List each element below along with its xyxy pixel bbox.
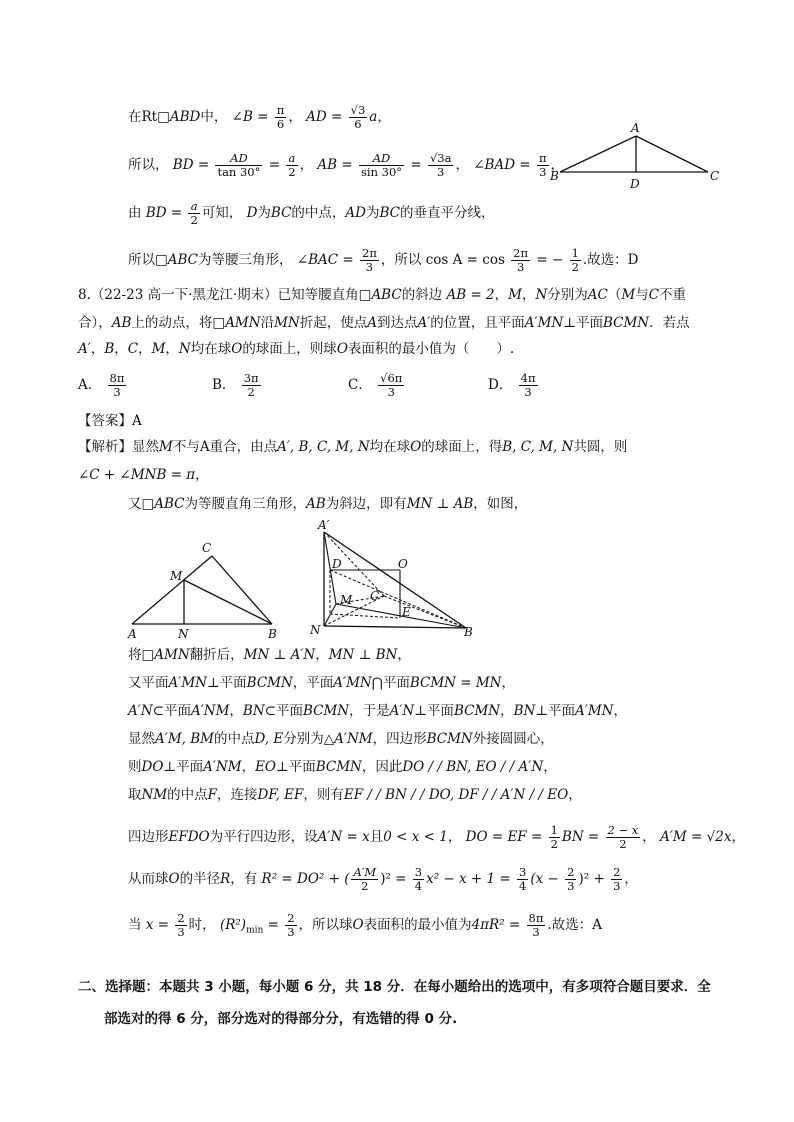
analysis-line9: 取NM的中点F，连接DF, EF，则有EF / / BN / / DO, DF / / A′N / / EO， xyxy=(128,787,582,803)
fraction: $\frac{AD}{\tan 30^\circ}$ xyxy=(217,151,261,179)
fraction: $\frac{a}{2}$ xyxy=(288,151,296,179)
segment-fe xyxy=(330,614,400,618)
label-m: M xyxy=(340,593,353,607)
label-d: D xyxy=(332,557,342,571)
analysis-line2: ∠C + ∠MNB = π， xyxy=(78,467,209,483)
analysis-line8: 则DO⊥平面A′NM，EO⊥平面BCMN，因此DO / / BN, EO / / A′N， xyxy=(128,759,557,775)
analysis-line10: 四边形EFDO为平行四边形，设A′N = x且0 < x < 1， DO = EF = $\frac{1}{2}$ BN = $\frac{2 - x}{2}$ ， A′M = √2x， xyxy=(128,823,745,851)
label-a: A xyxy=(631,121,640,135)
fraction: $\frac{1}{2}$ xyxy=(550,823,558,851)
fraction: $\frac{\pi}{6}$ xyxy=(276,103,285,131)
segment-mb xyxy=(184,580,272,624)
analysis-line3: 又□ABC为等腰直角三角形，AB为斜边，即有MN ⊥ AB，如图， xyxy=(128,496,528,512)
option-d: D． $\frac{4\pi}{3}$ xyxy=(488,371,536,399)
triangle-figure xyxy=(548,118,728,192)
fraction: $\frac{2 - x}{2}$ xyxy=(607,823,639,851)
edge-n-b xyxy=(324,626,466,628)
edge-ac xyxy=(636,136,708,172)
label-e: E xyxy=(402,605,411,619)
label-a-prime: A′ xyxy=(318,518,330,532)
label-c: C xyxy=(370,589,380,603)
analysis-line4: 将□AMN翻折后，MN ⊥ A′N，MN ⊥ BN， xyxy=(128,647,411,663)
fraction: $\frac{8\pi}{3}$ xyxy=(109,371,125,399)
label-b: B xyxy=(268,627,277,641)
analysis-line12: 当 x = $\frac{2}{3}$ 时， $(R^2)_{min}$ = $\frac{2}{3}$ ，所以球O表面积的最小值为4πR² = $\frac{8\pi}{3}$ .故选：A xyxy=(128,911,602,939)
edge-m-b xyxy=(336,604,466,628)
fraction: $\frac{√6\pi}{3}$ xyxy=(380,371,403,399)
edge-ac xyxy=(132,556,212,624)
label-c: C xyxy=(202,541,212,555)
edge-a1-b xyxy=(324,532,466,628)
fraction: $\frac{4\pi}{3}$ xyxy=(520,371,536,399)
option-b: B． $\frac{3\pi}{2}$ xyxy=(212,371,259,399)
section-2-heading: 二、选择题：本题共 3 小题，每小题 6 分，共 18 分．在每小题给出的选项中，有多项符合题目要求．全 xyxy=(78,979,711,995)
p7-line1: 在Rt□ABD中， ∠B = $\frac{\pi}{6}$ ， AD = $\frac{√3}{6}$ a， xyxy=(128,103,391,131)
analysis-line6: A′N⊂平面A′NM，BN⊂平面BCMN，于是A′N⊥平面BCMN，BN⊥平面A′MN， xyxy=(128,703,627,719)
fraction: $\frac{2}{3}$ xyxy=(177,911,185,939)
section-2-heading-cont: 部选对的得 6 分，部分选对的得部分分，有选错的得 0 分. xyxy=(104,1011,458,1027)
p7-line4: 所以□ABC为等腰三角形， ∠BAC = $\frac{2\pi}{3}$ ，所以 cos A = cos $\frac{2\pi}{3}$ = − $\frac{1}{2}$ .故选：D xyxy=(128,246,639,274)
label-m: M xyxy=(170,569,183,583)
right-triangle-figure xyxy=(120,538,290,642)
label-n: N xyxy=(310,623,321,637)
label-o: O xyxy=(398,557,408,571)
q8-line2: 合），AB上的动点，将□AMN沿MN折起，使点A到达点A′的位置，且平面A′MN⊥平面BCMN．若点 xyxy=(78,315,690,331)
fraction: $\frac{1}{2}$ xyxy=(571,246,579,274)
fraction: $\frac{a}{2}$ xyxy=(190,199,198,227)
fraction: $\frac{3\pi}{2}$ xyxy=(243,371,259,399)
q8-line1: 8.（22-23 高一下·黑龙江·期末）已知等腰直角□ABC的斜边 AB = 2，M，N分别为AC（M与C不重 xyxy=(78,287,687,303)
fraction: $\frac{AD}{\sin 30^\circ}$ xyxy=(361,151,403,179)
fraction: $\frac{3}{4}$ xyxy=(414,865,423,893)
fraction: $\frac{8\pi}{3}$ xyxy=(528,911,544,939)
fraction: $\frac{\pi}{3}$ xyxy=(538,151,547,179)
answer: 【答案】A xyxy=(78,413,142,429)
p7-line2: 所以， BD = $\frac{AD}{\tan 30^\circ}$ = $\frac{a}{2}$ ， AB = $\frac{AD}{\sin 30^\circ}$ = $\frac{√3a}{3}$ ， ∠BAD = $\frac{\pi}{3}$ ， xyxy=(128,151,565,179)
analysis-line1: 【解析】显然M不与A重合，由点A′, B, C, M, N均在球O的球面上，得B, C, M, N共圆，则 xyxy=(78,439,628,455)
folded-solid-figure xyxy=(304,514,484,640)
label-b: B xyxy=(550,169,559,183)
label-d: D xyxy=(630,177,640,191)
label-b: B xyxy=(464,625,473,639)
fraction: $\frac{3}{4}$ xyxy=(519,865,527,893)
fraction: $\frac{2}{3}$ xyxy=(287,911,295,939)
fraction: $\frac{A'M}{2}$ xyxy=(353,865,377,893)
option-a: A． $\frac{8\pi}{3}$ xyxy=(78,371,125,399)
fraction: $\frac{√3a}{3}$ xyxy=(429,151,452,179)
edge-cb xyxy=(212,556,272,624)
analysis-line7: 显然A′M, BM的中点D, E分别为△A′NM，四边形BCMN外接圆圆心， xyxy=(128,731,554,747)
fraction: $\frac{2\pi}{3}$ xyxy=(362,246,377,274)
label-n: N xyxy=(178,627,189,641)
edge-ab xyxy=(560,136,636,172)
fraction: $\frac{√3}{6}$ xyxy=(350,103,366,131)
option-c: C． $\frac{√6\pi}{3}$ xyxy=(348,371,403,399)
fraction: $\frac{2}{3}$ xyxy=(613,865,621,893)
analysis-line5: 又平面A′MN⊥平面BCMN，平面A′MN⋂平面BCMN = MN， xyxy=(128,675,515,691)
fraction: $\frac{2}{3}$ xyxy=(567,865,575,893)
p7-line3: 由 BD = $\frac{a}{2}$ 可知， D为BC的中点，AD为BC的垂直平分线， xyxy=(128,199,495,227)
analysis-line11: 从而球O的半径R，有 R² = DO² + ( $\frac{A'M}{2}$ )² = $\frac{3}{4}$ x² − x + 1 = $\frac{3}{4}$ (x − $\frac{2}{3}$ )² + $\frac{2}{3}$ ， xyxy=(128,865,638,893)
q8-line3: A′，B，C，M，N均在球O的球面上，则球O表面积的最小值为（ ）. xyxy=(78,341,515,357)
fraction: $\frac{2\pi}{3}$ xyxy=(513,246,529,274)
label-c: C xyxy=(710,169,720,183)
label-a: A xyxy=(128,627,137,641)
